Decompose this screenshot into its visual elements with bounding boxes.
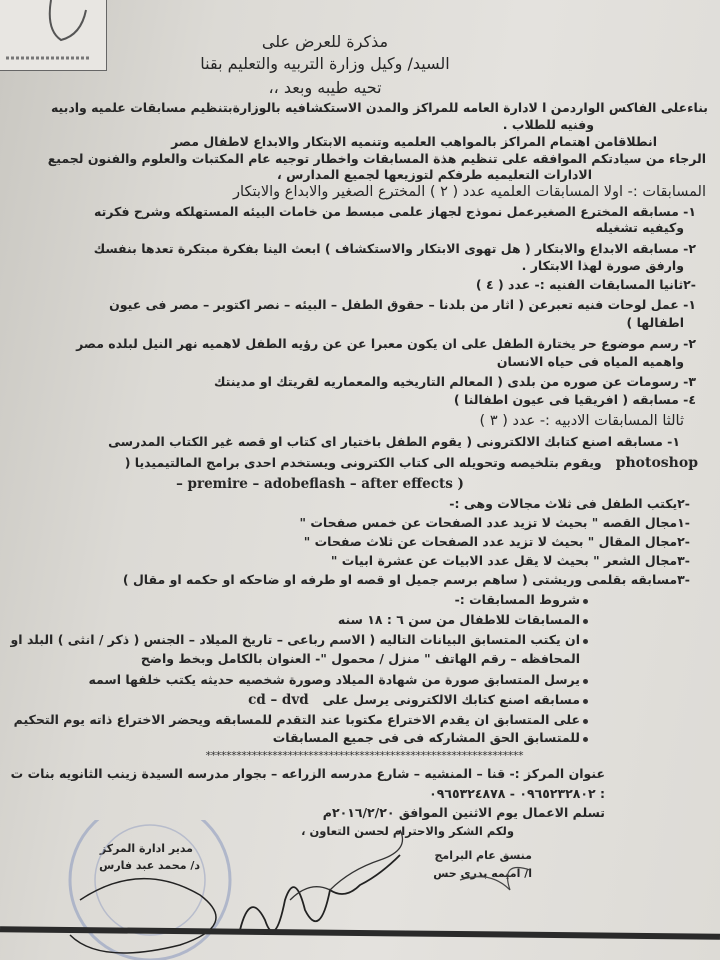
body-line: ٤- مسابقه ( افريقيا فى عيون اطفالنا ) [453,392,696,407]
body-line: ويقوم بتلخيصه وتحويله الى كتاب الكترونى ويستخدم احدى برامج المالتيميديا ( [124,455,602,470]
body-line: واهميه المياه فى حياه الانسان [496,354,684,369]
director-title: مدير ادارة المركز [99,842,193,855]
cd-dvd-row [248,692,580,708]
body-line: ١- عمل لوحات فنيه تعبرعن ( اثار من بلدنا – حقوق الطفل – البيئه – نصر اكتوبر – مصر فى عيون [109,297,696,312]
body-line: ٢- مسابقه الابداع والابتكار ( هل تهوى الابتكار والاستكشاف ) ابعث الينا بفكرة مبتكرة تعدها بنفسك [93,241,696,256]
condition-item: ان يكتب المتسابق البيانات التاليه ( الاسم رباعى – تاريخ الميلاد – الجنس ( ذكر / انثى ) البلد او [10,632,580,647]
condition-item: للمتسابق الحق المشاركه فى فى جميع المسابقات [272,730,580,745]
software-row [125,455,698,471]
body-line: -٢يكتب الطفل فى ثلاث مجالات وهى :- [449,496,690,511]
bullet-icon [583,699,588,704]
thanks-line: ولكم الشكر والاحترام لحسن التعاون ، [301,824,514,838]
body-line: ٢- رسم موضوع حر يختارة الطفل على ان يكون معبرا عن عن رؤيه الطفل لاهميه نهر النيل لبلده مصر [76,336,696,351]
body-line: وفنيه للطلاب . [502,117,594,132]
body-line: -٣مجال الشعر " بحيث لا يقل عدد الابيات عن عشرة ابيات " [330,553,690,568]
bullet-icon [583,737,588,742]
body-line: انطلاقامن اهتمام المراكز بالمواهب العلميه وتنميه الابتكار والابداع لاطفال مصر [171,134,657,149]
body-line: اطفالها ) [626,315,684,330]
center-address: عنوان المركز :- قنا – المنشيه – شارع مدرسه الزراعه – بجوار مدرسه السيدة زينب الثانويه بنات ت [10,766,605,781]
section-heading: ثالثا المسابقات الادبيه :- عدد ( ٣ ) [479,413,684,429]
cd-dvd-text: cd – dvd [248,692,309,708]
condition-item: على المتسابق ان يقدم الاختراع مكتوبا عند التقدم للمسابقه ويحضر الاختراع ذاته يوم التحكيم [13,712,580,727]
bullet-icon [583,619,588,624]
body-line: -٣مسابقه بقلمى وريشتى ( ساهم برسم جميل او قصه او طرفه او ضاحكه او حكمه او مقال ) [122,572,690,587]
body-line: بناءعلى الفاكس الواردمن ا لادارة العامه للمراكز والمدن الاستكشافيه بالوزارةبتنظيم مسابقات علميه وادبيه [50,100,708,115]
body-line: -١مجال القصه " بحيث لا تزيد عدد الصفحات عن خمس صفحات " [299,515,690,530]
body-line: -٢مجال المقال " بحيث لا تزيد عدد الصفحات عن ثلاث صفحات " [303,534,690,549]
director-name: د/ محمد عبد فارس [99,859,200,872]
section-heading: -٢ثانيا المسابقات الفنيه :- عدد ( ٤ ) [475,277,696,292]
condition-item: مسابقه اصنع كتابك الالكترونى يرسل على [322,692,580,707]
memo-greeting: تحيه طيبه وبعد ،، [268,78,382,97]
body-line: الرجاء من سيادتكم الموافقه على تنظيم هذة المسابقات واخطار توجيه عام المكتبات والعلوم والفنون لجميع [47,151,706,166]
condition-item: يرسل المتسابق صورة من شهادة الميلاد وصورة شخصيه حديثه يكتب خلفها اسمه [88,672,580,687]
memo-addressee: السيد/ وكيل وزارة التربيه والتعليم بقنا [200,54,450,73]
body-line: ١- مسابقه المخترع الصغيرعمل نموذج لجهاز علمى مبسط من خامات البيئه المستهلكه وشرح فكرته [94,204,696,219]
director-signature-icon [70,879,216,953]
conditions-heading: شروط المسابقات :- [454,592,580,607]
bullet-icon [583,639,588,644]
section-heading: المسابقات :- اولا المسابقات العلميه عدد ( ٢ ) المخترع الصغير والابداع والابتكار [233,184,706,200]
bullet-icon [583,719,588,724]
body-line: ٣- رسومات عن صوره من بلدى ( المعالم التاريخيه والمعماريه لقريتك او مدينتك [214,374,696,389]
official-stamp-icon [70,820,230,960]
bullet-icon [583,679,588,684]
logo [0,0,107,71]
body-line: ١- مسابقه اصنع كتابك الالكترونى ( يقوم الطفل باختيار اى كتاب او قصه غير الكتاب المدرسى [108,434,680,449]
handwritten-note-icon [240,855,400,931]
deadline: تسلم الاعمال يوم الاثنين الموافق ٢٠١٦/٢/٢٠م [322,805,605,820]
software-name: photoshop [615,455,698,471]
coordinator-signature-icon [460,868,530,891]
condition-item: المسابقات للاطفال من سن ٦ : ١٨ سنه [337,612,580,627]
body-line: الادارات التعليميه طرفكم لتوزيعها لجميع المدارس ، [277,167,592,182]
stars-divider: ************************************************************** [205,749,523,762]
memo-title: مذكرة للعرض على [261,32,389,51]
condition-item: المحافظه – رقم الهاتف " منزل / محمول "- العنوان بالكامل وبخط واضح [140,651,580,666]
stamp-and-signatures [0,820,720,960]
phone-numbers: : ٠٩٦٥٢٣٢٨٠٢ - ٠٩٦٥٣٢٤٨٧٨ [429,786,605,801]
bullet-icon [583,599,588,604]
coordinator-title: منسق عام البرامج [434,849,532,862]
body-line: وكيفيه تشغيله [595,220,684,235]
logo-emblem-icon [0,0,106,70]
body-line: وارفق صورة لهذا الابتكار . [521,258,684,273]
coordinator-name: ا/ اميمه بدرى حس [433,867,532,880]
software-list: – premire – adobeflash – after effects ) [176,476,464,492]
